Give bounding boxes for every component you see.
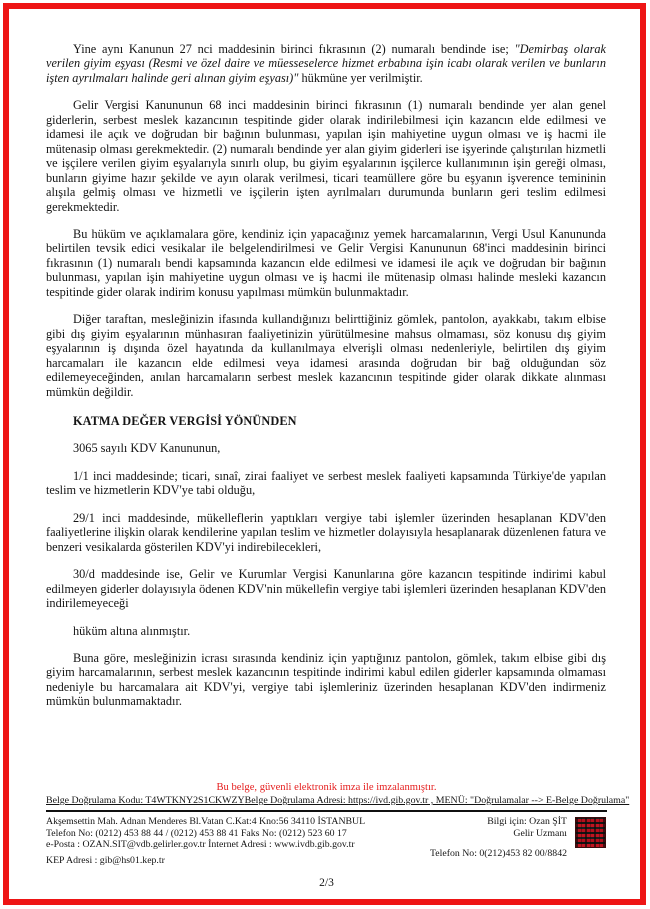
info-contact-person: Bilgi için: Ozan ŞİT — [487, 816, 567, 827]
verification-address-link[interactable]: Belge Doğrulama Adresi: https://ivd.gib.gov.tr , MENÜ: "Doğrulamalar --> E-Belge Doğrulama" — [244, 795, 630, 806]
section-heading: KATMA DEĞER VERGİSİ YÖNÜNDEN — [73, 413, 297, 428]
document-footer — [46, 782, 630, 890]
paragraph: 30/d maddesinde ise, Gelir ve Kurumlar Vergisi Kanunlarına göre kazancın tespitinde indirimi kabul edilmeyen giderler dolayısıyla ödenen KDV'nin mükellefin vergiye tabi işlemleri üzerinden hesaplanan KDV'den indirilemeyeceği — [46, 567, 606, 611]
verification-barcode-icon — [576, 818, 605, 847]
contact-left-column — [46, 816, 446, 866]
verification-code: Belge Doğrulama Kodu: T4WTKNY2S1CKWZY — [46, 795, 245, 806]
paragraph: Bu hüküm ve açıklamalara göre, kendiniz için yapacağınız yemek harcamalarının, Vergi Usul Kanununda belirtilen tevsik edici vesikalar ile belgelendirilmesi ve Gelir Vergisi Kanununun 68'inci maddesinin birinci fıkrasının (1) numaralı bendi kapsamında kazancın elde edilmesi ve idamesi ile açık ve doğrudan bir bağının bulunması, yapılan işin mahiyetine uygun olması ve iş hacmi ile mütenasip olması halinde mesleki kazancın tespitinde gider olarak indirim konusu yapılması mümkün bulunmaktadır. — [46, 226, 606, 299]
info-contact-phone: Telefon No: 0(212)453 82 00/8842 — [430, 848, 567, 860]
paragraph: 1/1 inci maddesinde; ticari, sınaî, zirai faaliyet ve serbest meslek faaliyeti kapsamında Türkiye'de yapılan teslim ve hizmetlerin KDV'ye tabi olduğu, — [46, 468, 606, 498]
contact-block — [46, 816, 607, 864]
contact-right-column — [487, 816, 567, 840]
paragraph: 3065 sayılı KDV Kanununun, — [73, 441, 221, 456]
paragraph: Buna göre, mesleğinizin icrası sırasında kendiniz için yaptığınız pantolon, gömlek, takım elbise gibi dış giyim harcamalarının, serbest meslek kazancının tespitinde indirimi kabul edilen giderler kapsamında olmaması nedeniyle bu harcamalara ait KDV'yi, vergiye tabi işlemleriniz üzerinden hesaplanan KDV'den indirmeniz mümkün bulunmamaktadır. — [46, 650, 606, 709]
page-number: 2/3 — [319, 877, 334, 889]
info-contact-title: Gelir Uzmanı — [513, 828, 567, 839]
paragraph: hüküm altına alınmıştır. — [73, 623, 191, 638]
paragraph: Gelir Vergisi Kanununun 68 inci maddesinin birinci fıkrasının (1) numaralı bendinde yer alan genel giderlerin, serbest meslek kazancının tespitinde gider olarak indirilebilmesi için kazancın elde edilmesi ve idamesi ile açık ve doğrudan bir bağının bulunması, yapılan işin mahiyetine uygun olması ve iş hacmi ile mütenasip olması gerekmektedir. (2) numaralı bendinde yer alan giyim giderleri ise işyerinde çalıştırılan hizmetli ve işçilere verilen giyim eşyalarıyla sınırlı olup, bu giyim eşyalarının işçilerce kullanımının işin gereği olması, bunların giyime hazır şekilde ve ayın olarak verilmesi, ticari teamüllere göre bu eşyanın işverence temininin alışıla gelmiş olması ve hizmetli ve işçilerin işten ayrılmaları durumunda bunların geri teslim edilmesi gerekmektedir. — [46, 98, 606, 214]
paragraph: Yine aynı Kanunun 27 nci maddesinin birinci fıkrasının (2) numaralı bendinde ise; "Demirbaş olarak verilen giyim eşyası (Resmi ve özel daire ve müesseselerce hizmet erbabına işin icabı olarak verilen ve bunların işten ayrılmaları halinde geri alınan giyim eşyası)" hükmüne yer verilmiştir. — [46, 42, 606, 85]
office-address: Akşemsettin Mah. Adnan Menderes Bl.Vatan C.Kat:4 Kno:56 34110 İSTANBUL — [46, 816, 366, 827]
verification-row — [46, 795, 630, 812]
e-signature-note: Bu belge, güvenli elektronik imza ile imzalanmıştır. — [216, 782, 437, 793]
office-email-web[interactable]: e-Posta : OZAN.SIT@vdb.gelirler.gov.tr İnternet Adresi : www.ivdb.gib.gov.tr — [46, 839, 355, 851]
paragraph: 29/1 inci maddesinde, mükelleflerin yaptıkları vergiye tabi işlemler üzerinden hesaplanan KDV'den faaliyetlerine ilişkin olarak kendilerine yapılan teslim ve hizmetler dolayısıyla hesaplanarak düzenlenen fatura ve benzeri vesikalarda gösterilen KDV'yi indirebilecekleri, — [46, 510, 606, 554]
document-body — [9, 9, 640, 709]
office-phones: Telefon No: (0212) 453 88 44 / (0212) 453 88 41 Faks No: (0212) 523 60 17 — [46, 827, 347, 839]
document-page — [3, 3, 646, 905]
paragraph: Diğer taraftan, mesleğinizin ifasında kullandığınızı belirttiğiniz gömlek, pantolon, ayakkabı, takım elbise gibi dış giyim eşyalarının münhasıran faaliyetinizin yürütülmesine mahsus olmaması, söz konusu dış giyim eşyalarının iş dışında özel hayatında da kullanılmaya elverişli olması nedenleriyle, belirtilen dış giyim harcamaları ile kazancın elde edilmesi veya idamesi arasında doğrudan bir bağ olduğundan söz edilemeyeceğinden, anılan harcamaların serbest meslek kazancının tespitinde gider olarak dikkate alınması mümkün değildir. — [46, 312, 606, 399]
kep-address: KEP Adresi : gib@hs01.kep.tr — [46, 854, 165, 866]
